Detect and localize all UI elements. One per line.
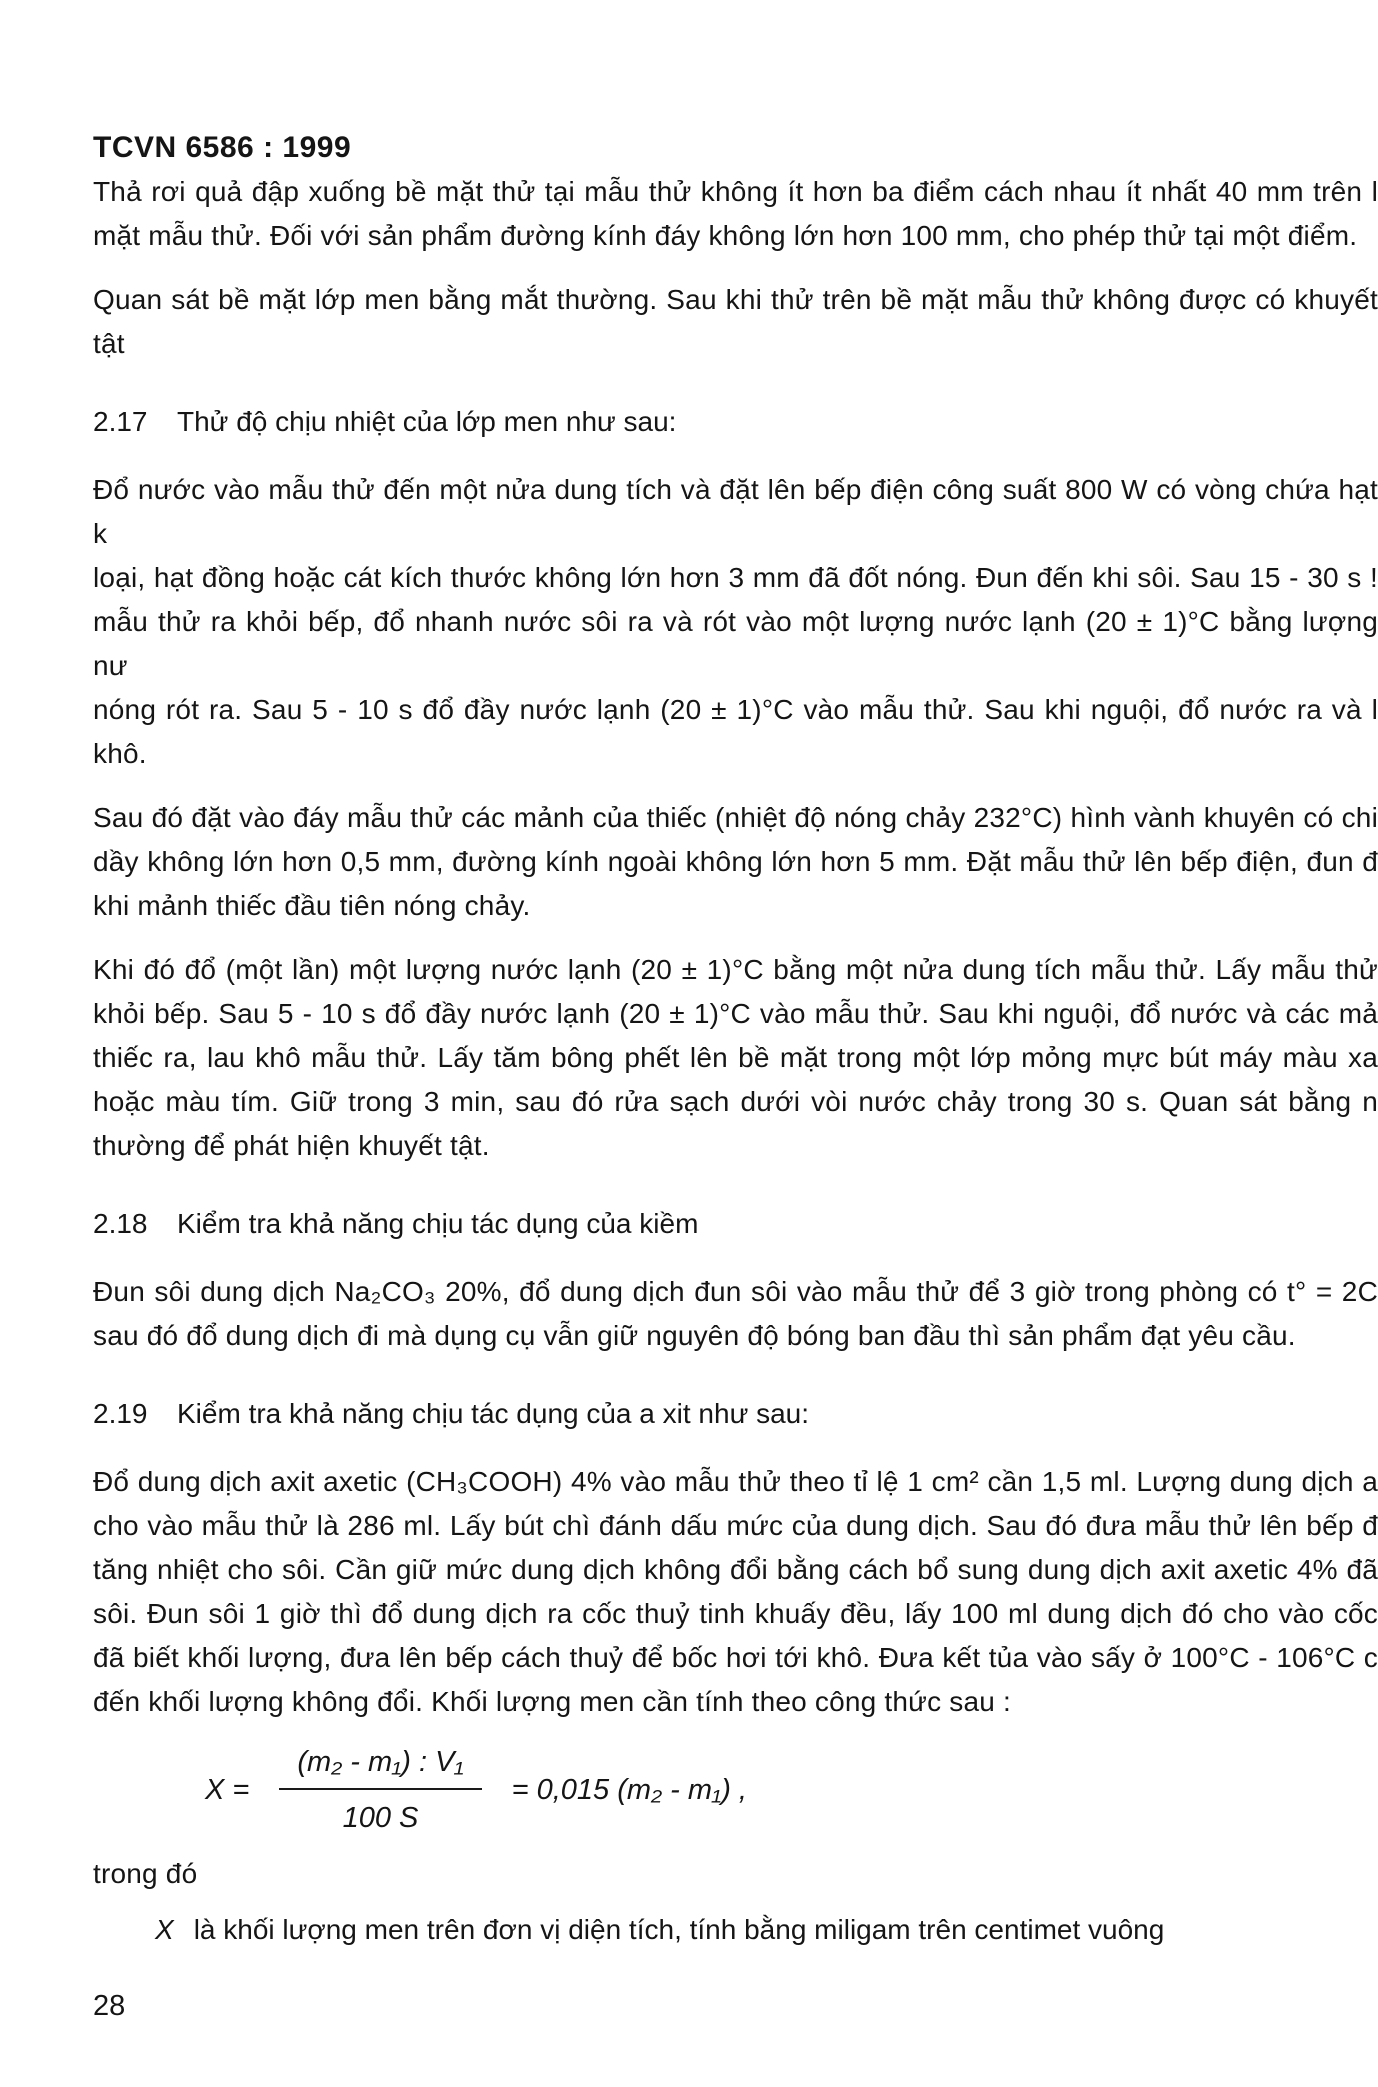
paragraph-line: thường để phát hiện khuyết tật. (93, 1130, 490, 1161)
paragraph-line: Quan sát bề mặt lớp men bằng mắt thường. Sau khi thử trên bề mặt mẫu thử không được có khuyết tật (93, 284, 1378, 359)
paragraph-drop-test (93, 170, 1378, 258)
paragraph-line: khỏi bếp. Sau 5 - 10 s đổ đầy nước lạnh (20 ± 1)°C vào mẫu thử. Sau khi nguội, đổ nước và các mả (93, 998, 1378, 1029)
standard-number-header: TCVN 6586 : 1999 (93, 131, 352, 164)
paragraph-line: sôi. Đun sôi 1 giờ thì đổ dung dịch ra cốc thuỷ tinh khuấy đều, lấy 100 ml dung dịch đó cho vào cốc (93, 1598, 1378, 1629)
paragraph-acid-test (93, 1460, 1378, 1724)
formula-lhs: X = (205, 1773, 250, 1806)
paragraph-visual-inspection (93, 278, 1378, 366)
paragraph-heat-test-3 (93, 948, 1378, 1168)
formula-fraction (279, 1744, 481, 1836)
paragraph-line: khô. (93, 738, 147, 769)
paragraph-line: tăng nhiệt cho sôi. Cần giữ mức dung dịch không đổi bằng cách bổ sung dung dịch axit axetic 4% đã (93, 1554, 1378, 1585)
paragraph-line: loại, hạt đồng hoặc cát kích thước không lớn hơn 3 mm đã đốt nóng. Đun đến khi sôi. Sau 15 - 30 s ! (93, 562, 1378, 593)
section-title: Thử độ chịu nhiệt của lớp men như sau: (177, 406, 677, 437)
formula-denominator: 100 S (342, 1802, 419, 1834)
paragraph-line: Sau đó đặt vào đáy mẫu thử các mảnh của thiếc (nhiệt độ nóng chảy 232°C) hình vành khuyên có chi (93, 802, 1378, 833)
paragraph-heat-test-2 (93, 796, 1378, 928)
paragraph-line: sau đó đổ dung dịch đi mà dụng cụ vẫn giữ nguyên độ bóng ban đầu thì sản phẩm đạt yêu cầu. (93, 1320, 1296, 1351)
section-number: 2.18 (93, 1208, 148, 1239)
paragraph-line: Đổ nước vào mẫu thử đến một nửa dung tích và đặt lên bếp điện công suất 800 W có vòng chứa hạt k (93, 474, 1378, 549)
paragraph-line: đến khối lượng không đổi. Khối lượng men cần tính theo công thức sau : (93, 1686, 1011, 1717)
paragraph-line: nóng rót ra. Sau 5 - 10 s đổ đầy nước lạnh (20 ± 1)°C vào mẫu thử. Sau khi nguội, đổ nước ra và l (93, 694, 1378, 725)
paragraph-line: thiếc ra, lau khô mẫu thử. Lấy tăm bông phết lên bề mặt trong một lớp mỏng mực bút máy màu xa (93, 1042, 1378, 1073)
page-number: 28 (93, 1990, 126, 2022)
paragraph-line: mặt mẫu thử. Đối với sản phẩm đường kính đáy không lớn hơn 100 mm, cho phép thử tại một điểm. (93, 220, 1358, 251)
section-heading-2-19 (93, 1392, 1378, 1436)
paragraph-line: đã biết khối lượng, đưa lên bếp cách thuỷ để bốc hơi tới khô. Đưa kết tủa vào sấy ở 100°C - 106°C c (93, 1642, 1378, 1673)
section-title: Kiểm tra khả năng chịu tác dụng của a xit như sau: (177, 1398, 810, 1429)
section-heading-2-18 (93, 1202, 1378, 1246)
paragraph-heat-test-1 (93, 468, 1378, 776)
paragraph-alkali-test (93, 1270, 1378, 1358)
paragraph-line: khi mảnh thiếc đầu tiên nóng chảy. (93, 890, 531, 921)
formula-symbol: X (155, 1914, 174, 1945)
formula-result: = 0,015 (m₂ - m₁) , (511, 1773, 747, 1806)
section-title: Kiểm tra khả năng chịu tác dụng của kiềm (177, 1208, 699, 1239)
paragraph-line: mẫu thử ra khỏi bếp, đổ nhanh nước sôi ra và rót vào một lượng nước lạnh (20 ± 1)°C bằng lượng nư (93, 606, 1378, 681)
paragraph-line: Khi đó đổ (một lần) một lượng nước lạnh (20 ± 1)°C bằng một nửa dung tích mẫu thử. Lấy mẫu thử (93, 954, 1378, 985)
document-content (93, 126, 1378, 2028)
formula-note-intro: trong đó (93, 1858, 198, 1889)
paragraph-line: cho vào mẫu thử là 286 ml. Lấy bút chì đánh dấu mức của dung dịch. Sau đó đưa mẫu thử lên bếp đ (93, 1510, 1378, 1541)
formula-numerator: (m₂ - m₁) : V₁ (279, 1744, 481, 1790)
formula-symbol-definition (155, 1908, 1378, 1952)
section-heading-2-17 (93, 400, 1378, 444)
paragraph-line: Thả rơi quả đập xuống bề mặt thử tại mẫu thử không ít hơn ba điểm cách nhau ít nhất 40 mm trên l (93, 176, 1378, 207)
section-number: 2.19 (93, 1398, 148, 1429)
paragraph-line: Đun sôi dung dịch Na₂CO₃ 20%, đổ dung dịch đun sôi vào mẫu thử để 3 giờ trong phòng có t° = 2C (93, 1276, 1378, 1307)
enamel-mass-formula (205, 1744, 1378, 1836)
section-number: 2.17 (93, 406, 148, 437)
paragraph-line: hoặc màu tím. Giữ trong 3 min, sau đó rửa sạch dưới vòi nước chảy trong 30 s. Quan sát bằng n (93, 1086, 1378, 1117)
formula-symbol-description: là khối lượng men trên đơn vị diện tích, tính bằng miligam trên centimet vuông (193, 1914, 1165, 1945)
paragraph-line: dầy không lớn hơn 0,5 mm, đường kính ngoài không lớn hơn 5 mm. Đặt mẫu thử lên bếp điện, đun đ (93, 846, 1378, 877)
paragraph-line: Đổ dung dịch axit axetic (CH₃COOH) 4% vào mẫu thử theo tỉ lệ 1 cm² cần 1,5 ml. Lượng dung dịch a (93, 1466, 1378, 1497)
